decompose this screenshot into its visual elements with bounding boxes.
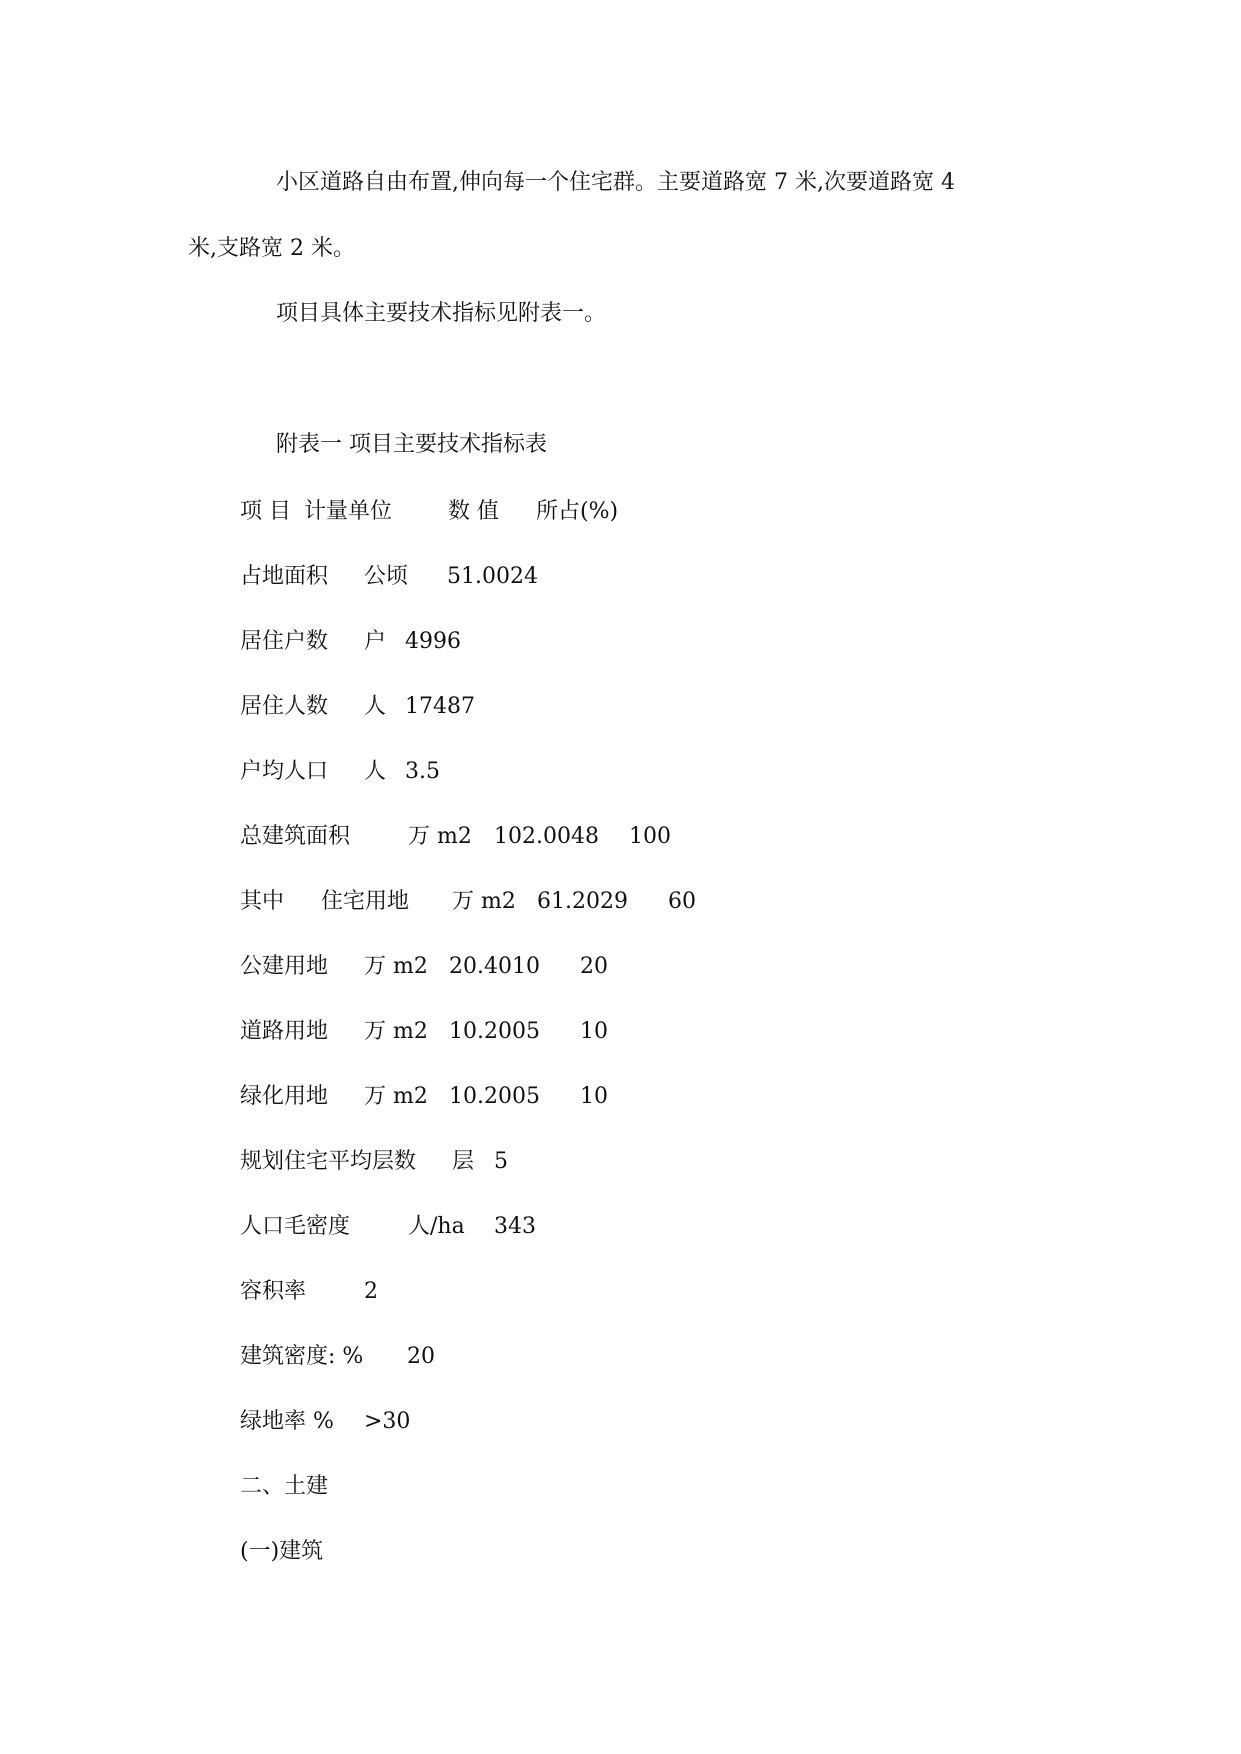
row-unit: 公顷 (364, 564, 409, 589)
row-label: 居住户数 (240, 629, 329, 654)
section-heading: 二、土建 (240, 1474, 329, 1499)
row-unit: 人 (364, 759, 387, 784)
row-value: 20.4010 (449, 954, 540, 979)
row-label: 人口毛密度 (240, 1214, 351, 1239)
paragraph-roads-line1: 小区道路自由布置,伸向每一个住宅群。主要道路宽 7 米,次要道路宽 4 (276, 170, 955, 195)
row-label: 总建筑面积 (240, 824, 351, 849)
row-value: 102.0048 (494, 824, 599, 849)
paragraph-indicator-ref: 项目具体主要技术指标见附表一。 (276, 301, 607, 326)
row-unit: 万 m2 (408, 824, 472, 849)
row-unit: 万 m2 (364, 1084, 428, 1109)
row-label: 其中 (240, 889, 285, 914)
header-percent: 所占(%) (536, 499, 619, 524)
row-label: 绿化用地 (240, 1084, 329, 1109)
row-label: 建筑密度: % (240, 1344, 364, 1369)
row-value: 51.0024 (447, 564, 538, 589)
row-unit: 人/ha (408, 1214, 465, 1239)
row-label: 容积率 (240, 1279, 307, 1304)
row-unit: 万 m2 (452, 889, 516, 914)
row-value: 10.2005 (449, 1019, 540, 1044)
row-percent: 20 (580, 954, 608, 979)
row-label: 占地面积 (240, 564, 329, 589)
row-percent: 10 (580, 1019, 608, 1044)
row-value: 17487 (405, 694, 475, 719)
row-label: 公建用地 (240, 954, 329, 979)
table-title: 附表一 项目主要技术指标表 (276, 432, 547, 457)
row-value: 3.5 (405, 759, 440, 784)
row-percent: 10 (580, 1084, 608, 1109)
row-label: 户均人口 (240, 759, 329, 784)
row-unit: 人 (364, 694, 387, 719)
row-label: 规划住宅平均层数 (240, 1149, 417, 1174)
header-unit: 计量单位 (304, 499, 393, 524)
subsection-heading: (一)建筑 (240, 1539, 324, 1564)
row-value: 61.2029 (537, 889, 628, 914)
row-label: 居住人数 (240, 694, 329, 719)
row-unit: 户 (364, 629, 387, 654)
row-value: 4996 (405, 629, 461, 654)
row-value: 10.2005 (449, 1084, 540, 1109)
row-value: 2 (364, 1279, 378, 1304)
row-sublabel: 住宅用地 (321, 889, 410, 914)
row-value: >30 (364, 1409, 411, 1434)
row-unit: 万 m2 (364, 1019, 428, 1044)
row-label: 道路用地 (240, 1019, 329, 1044)
row-value: 5 (494, 1149, 508, 1174)
row-percent: 100 (629, 824, 671, 849)
row-value: 20 (407, 1344, 435, 1369)
row-percent: 60 (668, 889, 696, 914)
row-unit: 层 (452, 1149, 475, 1174)
row-unit: 万 m2 (364, 954, 428, 979)
row-label: 绿地率 % (240, 1409, 334, 1434)
row-value: 343 (494, 1214, 536, 1239)
header-value: 数 值 (448, 499, 499, 524)
paragraph-roads-line2: 米,支路宽 2 米。 (188, 236, 355, 261)
header-item: 项 目 (240, 499, 291, 524)
